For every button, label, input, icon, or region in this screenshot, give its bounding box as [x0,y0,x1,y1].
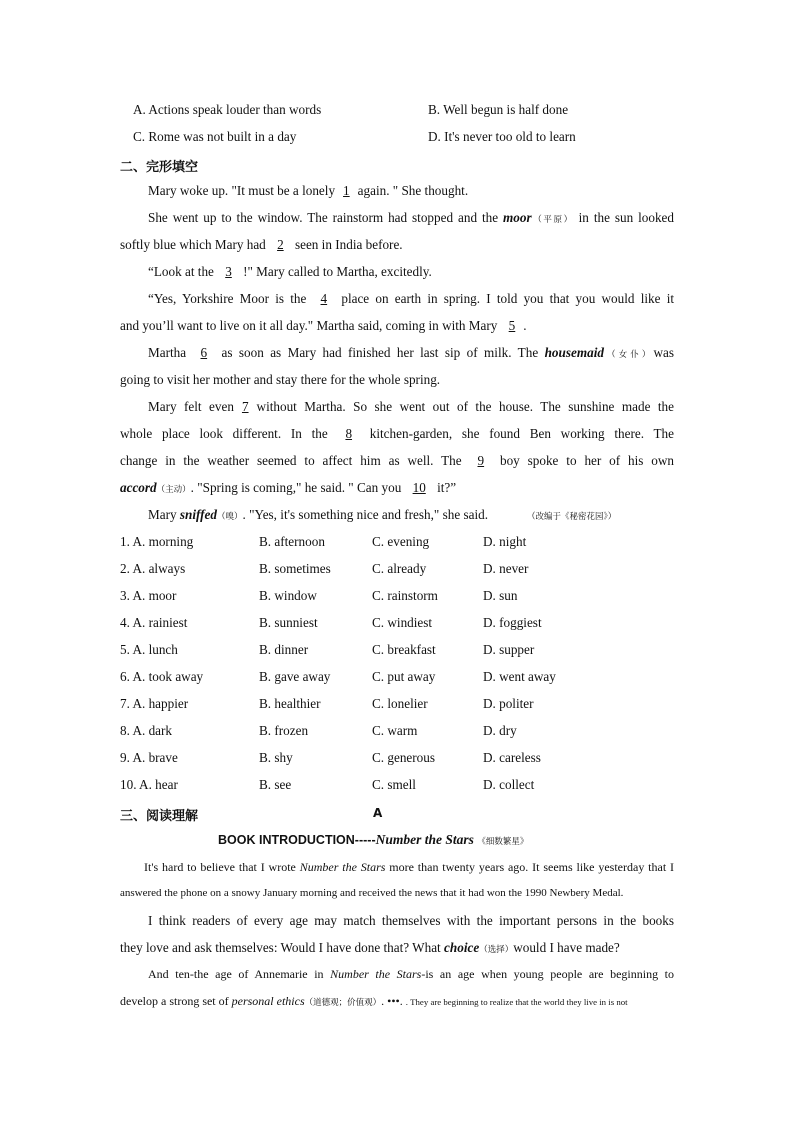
question-10-question-number-option-a: 10. A. hear [120,777,178,792]
reading-text-small: . They are beginning to realize that the world they live in is not [405,997,628,1007]
question-3-option-c: C. rainstorm [372,588,438,603]
question-9-option-c: C. generous [372,750,435,765]
story-text: softly blue which Mary had [120,237,266,252]
question-7-option-b: B. healthier [259,696,321,711]
reading-line-6 [120,994,628,1009]
story-text: again. " She thought. [357,183,469,198]
story-text: “Yes, Yorkshire Moor is the [148,291,307,306]
story-line-6 [120,318,527,334]
question-2-option-c: C. already [372,561,427,576]
question-10-option-c: C. smell [372,777,416,792]
story-text: without Martha. So she went out of the house. The sunshine made the [256,399,674,414]
story-text: seen in India before. [294,237,403,252]
book-title [218,832,528,848]
blank-1: 1 [343,183,350,198]
gloss-accord: （主动） [156,484,191,494]
question-10-option-b: B. see [259,777,292,792]
story-text: change in the weather seemed to affect him as well. The [120,453,462,468]
story-text: Martha [148,345,187,360]
story-text: “Look at the [148,264,214,279]
question-5-option-d: D. supper [483,642,535,657]
blank-6: 6 [200,345,208,360]
reading-text: -is an age when young people are beginning to [421,967,674,981]
story-text: in the sun looked [578,210,674,225]
proverb-option-a: A. Actions speak louder than words [133,102,322,117]
question-3-question-number-option-a: 3. A. moor [120,588,177,603]
question-5-question-number-option-a: 5. A. lunch [120,642,178,657]
question-10-option-d: D. collect [483,777,535,792]
story-text: Mary felt even [148,399,234,414]
reading-book-title: Number the Stars [330,967,422,981]
story-line-13 [148,507,488,523]
reading-keyword-ethics: personal ethics [231,994,305,1008]
question-6-option-b: B. gave away [259,669,331,684]
question-2-option-d: D. never [483,561,529,576]
story-text: She went up to the window. The rainstorm had stopped and the [148,210,499,225]
story-line-2 [148,210,674,226]
gloss-moor: （平原） [531,214,574,224]
story-line-7 [148,345,674,361]
question-4-option-c: C. windiest [372,615,433,630]
question-9-question-number-option-a: 9. A. brave [120,750,178,765]
gloss-housemaid: （女仆） [603,349,654,359]
blank-5: 5 [508,318,516,333]
question-2-option-b: B. sometimes [259,561,331,576]
question-8-question-number-option-a: 8. A. dark [120,723,173,738]
question-7-option-d: D. politer [483,696,534,711]
question-7-question-number-option-a: 7. A. happier [120,696,189,711]
reading-text: And ten-the age of Annemarie in [148,967,324,981]
reading-line-4 [120,940,620,956]
reading-text: more than twenty years ago. It seems like yesterday that I [389,860,675,874]
question-3-option-d: D. sun [483,588,518,603]
question-5-option-c: C. breakfast [372,642,436,657]
story-text: !" Mary called to Martha, excitedly. [243,264,432,279]
story-line-10 [120,426,674,442]
question-9-option-b: B. shy [259,750,293,765]
story-text: it?” [437,480,457,495]
question-6-option-d: D. went away [483,669,556,684]
blank-8: 8 [345,426,353,441]
blank-2: 2 [277,237,284,252]
question-1-option-b: B. afternoon [259,534,325,549]
blank-10: 10 [412,480,426,495]
reading-text: It's hard to believe that I wrote [144,860,296,874]
story-text: whole place look different. In the [120,426,328,441]
reading-text: develop a strong set of [120,994,229,1008]
story-keyword-accord: accord [120,480,157,495]
proverb-option-b: B. Well begun is half done [428,102,569,117]
story-keyword-housemaid: housemaid [544,345,604,360]
story-text: . [523,318,527,333]
question-3-option-b: B. window [259,588,317,603]
story-text: . "Yes, it's something nice and fresh," she said. [242,507,489,522]
story-text: boy spoke to her of his own [499,453,675,468]
question-8-option-c: C. warm [372,723,418,738]
story-line-8 [120,372,440,388]
story-line-4 [148,264,432,280]
book-title-gloss: 《细数繁星》 [477,836,529,846]
story-line-5 [148,291,674,307]
question-9-option-d: D. careless [483,750,541,765]
question-4-option-b: B. sunniest [259,615,318,630]
story-text: was [653,345,674,360]
question-1-option-d: D. night [483,534,527,549]
blank-3: 3 [225,264,232,279]
story-text: as soon as Mary had finished her last sip of milk. The [221,345,539,360]
blank-4: 4 [320,291,328,306]
reading-line-2: answered the phone on a snowy January morning and received the news that it had won the 1990 Newbery Medal. [120,887,624,899]
question-4-question-number-option-a: 4. A. rainiest [120,615,188,630]
story-text: going to visit her mother and stay there for the whole spring. [120,372,441,387]
question-1-question-number-option-a: 1. A. morning [120,534,194,549]
blank-9: 9 [477,453,485,468]
book-title-name: Number the Stars [375,832,474,847]
story-text: Mary [148,507,177,522]
story-line-12 [120,480,456,496]
reading-text: would I have made? [513,940,620,955]
reading-part-label: A [373,806,383,820]
story-line-11 [120,453,674,469]
reading-book-title: Number the Stars [299,860,386,874]
story-text: kitchen-garden, she found Ben working there. The [369,426,674,441]
question-6-option-c: C. put away [372,669,436,684]
question-4-option-d: D. foggiest [483,615,542,630]
story-text: place on earth in spring. I told you that you would like it [341,291,675,306]
section-heading-reading: 三、阅读理解 [120,809,199,824]
story-source: （改编于《秘密花园》） [527,511,617,521]
reading-line-3 [148,913,674,929]
story-keyword-moor: moor [503,210,532,225]
reading-text: I think readers of every age may match themselves with the important persons in the books [148,913,674,928]
story-text: and you’ll want to live on it all day." Martha said, coming in with Mary [120,318,498,333]
gloss-sniffed: （嗅） [217,511,243,521]
proverb-option-c: C. Rome was not built in a day [133,129,297,144]
reading-text: they love and ask themselves: Would I have done that? What [120,940,441,955]
question-6-question-number-option-a: 6. A. took away [120,669,204,684]
story-text: Mary woke up. "It must be a lonely [148,183,336,198]
question-5-option-b: B. dinner [259,642,309,657]
reading-keyword-choice: choice [444,940,480,955]
blank-7: 7 [241,399,249,414]
story-line-3 [120,237,403,253]
gloss-choice: （选择） [479,944,514,954]
story-line-9 [148,399,674,415]
question-8-option-d: D. dry [483,723,517,738]
reading-line-5 [148,967,674,982]
story-line-1 [148,183,468,199]
proverb-option-d: D. It's never too old to learn [428,129,576,144]
question-2-question-number-option-a: 2. A. always [120,561,186,576]
question-1-option-c: C. evening [372,534,430,549]
story-keyword-sniffed: sniffed [179,507,217,522]
gloss-ethics: （道德观；价值观） [304,997,382,1007]
reading-line-1 [144,860,674,875]
question-8-option-b: B. frozen [259,723,309,738]
story-text: . "Spring is coming," he said. " Can you [190,480,402,495]
book-title-prefix: BOOK INTRODUCTION----- [218,833,376,847]
question-7-option-c: C. lonelier [372,696,428,711]
section-heading-cloze: 二、完形填空 [120,160,199,175]
reading-text: . •••. [381,994,403,1008]
